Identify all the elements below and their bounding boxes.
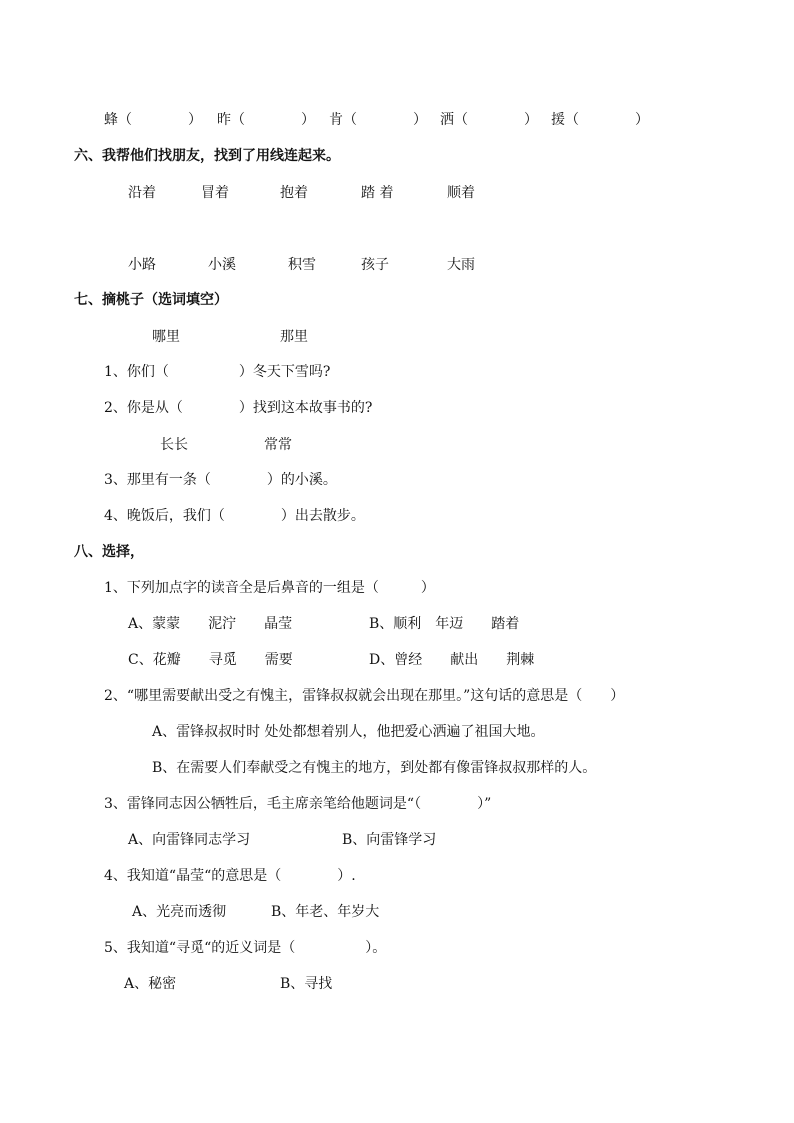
match-bottom-4: 孩子: [361, 257, 389, 273]
q5-option-a: A、秘密: [124, 976, 177, 992]
fill-question-2: 2、你是从（ ）找到这本故事书的?: [104, 400, 373, 416]
char-item-5: 援（ ）: [551, 112, 649, 128]
section6-title: 六、我帮他们找朋友，找到了用线连起来。: [74, 148, 340, 164]
choice-question-4: 4、我知道“晶莹“的意思是（ ）.: [104, 868, 356, 884]
section8-title: 八、选择，: [74, 544, 144, 560]
char-item-3: 肯（ ）: [329, 112, 427, 128]
fill-question-1: 1、你们（ ）冬天下雪吗?: [104, 364, 331, 380]
section7-title: 七、摘桃子（选词填空）: [74, 292, 228, 308]
match-top-1: 沿着: [128, 185, 156, 201]
match-bottom-1: 小路: [128, 257, 156, 273]
match-bottom-2: 小溪: [208, 257, 236, 273]
choice-question-1: 1、下列加点字的读音全是后鼻音的一组是（ ）: [104, 580, 435, 596]
fill-question-3: 3、那里有一条（ ）的小溪。: [104, 472, 337, 488]
q3-option-b: B、向雷锋学习: [342, 832, 437, 848]
q3-option-a: A、向雷锋同志学习: [128, 832, 251, 848]
match-top-2: 冒着: [201, 185, 229, 201]
choice-question-5: 5、我知道“寻觅“的近义词是（ ）。: [104, 940, 387, 956]
q1-option-c: C、花瓣 寻觅 需要: [128, 652, 293, 668]
choice-question-3: 3、雷锋同志因公牺牲后，毛主席亲笔给他题词是“（ ）”: [104, 796, 492, 812]
word-choice-3: 长长: [160, 437, 188, 453]
q1-option-b: B、顺利 年迈 踏着: [369, 616, 520, 632]
match-top-5: 顺着: [447, 185, 475, 201]
match-top-4: 踏 着: [361, 185, 394, 201]
q4-option-a: A、光亮而透彻: [132, 904, 227, 920]
fill-question-4: 4、晚饭后，我们（ ）出去散步。: [104, 508, 365, 524]
q4-option-b: B、年老、年岁大: [271, 904, 380, 920]
word-choice-1: 哪里: [152, 329, 180, 345]
match-top-3: 抱着: [280, 185, 308, 201]
q1-option-a: A、蒙蒙 泥泞 晶莹: [128, 616, 293, 632]
q2-option-a: A、雷锋叔叔时时 处处都想着别人，他把爱心洒遍了祖国大地。: [152, 724, 545, 740]
word-choice-4: 常常: [264, 437, 292, 453]
char-item-2: 昨（ ）: [217, 112, 315, 128]
q5-option-b: B、寻找: [280, 976, 333, 992]
q1-option-d: D、曾经 献出 荆棘: [369, 652, 535, 668]
q2-option-b: B、在需要人们奉献受之有愧主的地方，到处都有像雷锋叔叔那样的人。: [152, 760, 597, 776]
match-bottom-3: 积雪: [288, 257, 316, 273]
char-item-1: 蜂（ ）: [104, 112, 202, 128]
choice-question-2: 2、“哪里需要献出受之有愧主，雷锋叔叔就会出现在那里。”这句话的意思是（ ）: [104, 688, 625, 704]
match-bottom-5: 大雨: [447, 257, 475, 273]
word-choice-2: 那里: [280, 329, 308, 345]
char-item-4: 洒（ ）: [440, 112, 538, 128]
